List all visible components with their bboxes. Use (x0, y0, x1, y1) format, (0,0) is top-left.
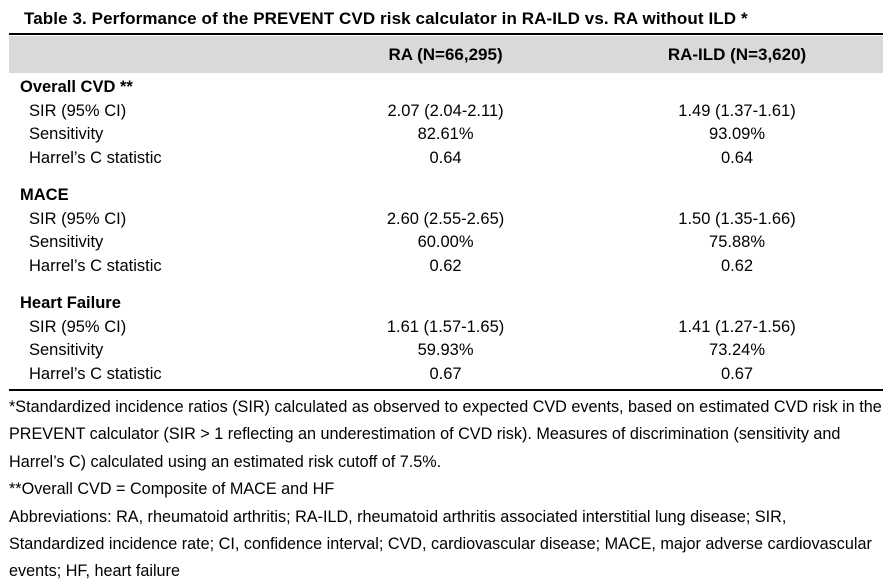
ra-ild-value: 75.88% (709, 233, 765, 252)
table-container (9, 0, 883, 586)
column-header-ra-ild: RA-ILD (N=3,620) (667, 44, 807, 64)
section-header-heart-failure: Heart Failure (20, 294, 121, 313)
table-row (9, 255, 883, 279)
ra-ild-value: 93.09% (709, 125, 765, 144)
row-label: Harrel’s C statistic (29, 364, 162, 383)
ra-value: 2.60 (2.55-2.65) (386, 209, 505, 228)
row-label: SIR (95% CI) (29, 317, 127, 336)
row-label: Sensitivity (29, 233, 104, 252)
table-body (9, 73, 883, 386)
ra-ild-value: 0.62 (720, 256, 754, 275)
table-row (9, 123, 883, 147)
footnote-sir-definition: *Standardized incidence ratios (SIR) calculated as observed to expected CVD events, based on estimated CVD risk in the PREVENT calculator (SIR > 1 reflecting an underestimation of CVD risk). Measures of discrimination (sensitivity and Harrel’s C) calculated using an estimated risk cutoff of 7.5%. (9, 398, 882, 471)
row-label: SIR (95% CI) (29, 101, 127, 120)
title-divider (9, 33, 883, 35)
section-header-mace: MACE (20, 186, 69, 205)
ra-ild-value: 1.41 (1.27-1.56) (678, 317, 796, 336)
table-footnotes (9, 391, 883, 586)
ra-value: 59.93% (417, 341, 474, 360)
table-row (9, 147, 883, 171)
ra-value: 82.61% (417, 125, 474, 144)
footnote-abbreviations: Abbreviations: RA, rheumatoid arthritis; RA-ILD, rheumatoid arthritis associated interstitial lung disease; SIR, Standardized incidence rate; CI, confidence interval; CVD, cardiovascular disease; MACE, major adverse cardiovascular events; HF, heart failure (9, 507, 872, 581)
row-label: Sensitivity (29, 125, 104, 144)
ra-value: 60.00% (417, 233, 474, 252)
section-header-row (9, 292, 883, 316)
section-header-row (9, 184, 883, 208)
section-header-overall-cvd: Overall CVD ** (20, 78, 133, 97)
ra-value: 1.61 (1.57-1.65) (386, 317, 505, 336)
row-label: Harrel’s C statistic (29, 148, 162, 167)
ra-value: 0.67 (429, 364, 462, 383)
column-header-ra: RA (N=66,295) (388, 44, 503, 64)
ra-value: 0.64 (429, 148, 462, 167)
table-row (9, 231, 883, 255)
ra-value: 2.07 (2.04-2.11) (387, 101, 504, 120)
table-row (9, 363, 883, 387)
table-row (9, 100, 883, 124)
section-header-row (9, 76, 883, 100)
table-title: Table 3. Performance of the PREVENT CVD risk calculator in RA-ILD vs. RA without ILD * (24, 9, 748, 28)
row-label: SIR (95% CI) (29, 209, 127, 228)
ra-ild-value: 0.64 (720, 148, 754, 167)
table-row (9, 316, 883, 340)
table-row (9, 339, 883, 363)
ra-ild-value: 1.49 (1.37-1.61) (678, 101, 796, 120)
ra-value: 0.62 (429, 256, 462, 275)
ra-ild-value: 1.50 (1.35-1.66) (678, 209, 796, 228)
ra-ild-value: 0.67 (720, 364, 754, 383)
column-header-row (9, 36, 883, 73)
row-label: Sensitivity (29, 341, 104, 360)
table-row (9, 208, 883, 232)
ra-ild-value: 73.24% (709, 341, 765, 360)
footnote-overall-cvd-definition: **Overall CVD = Composite of MACE and HF (9, 480, 335, 499)
row-label: Harrel’s C statistic (29, 256, 162, 275)
